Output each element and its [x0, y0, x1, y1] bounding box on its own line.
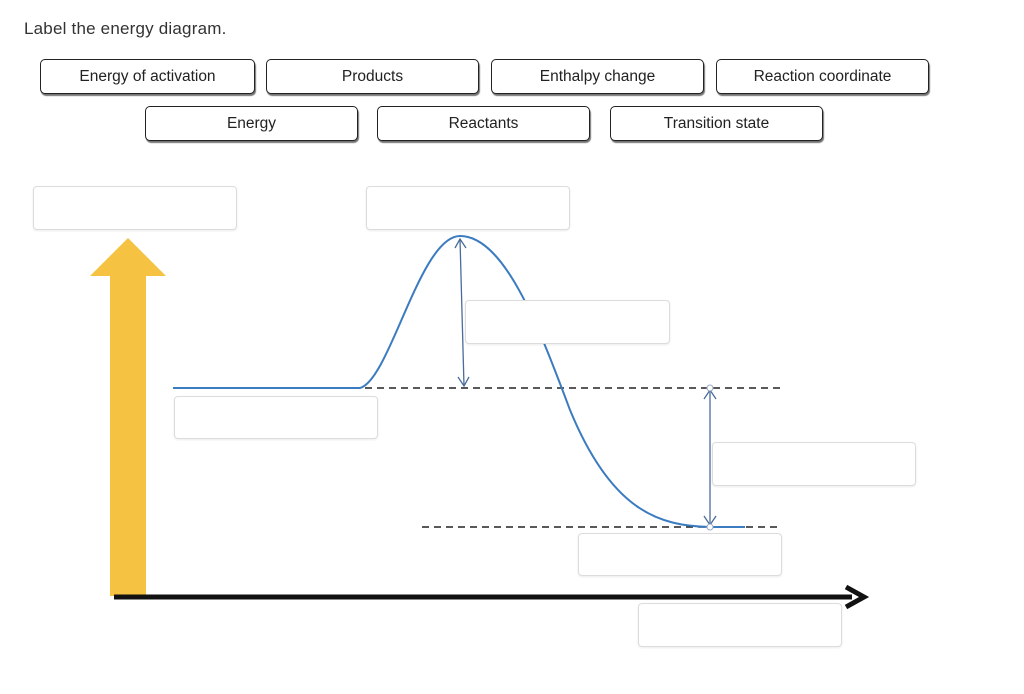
question-prompt: Label the energy diagram.: [24, 19, 227, 38]
label-chip-products[interactable]: Products: [266, 59, 479, 94]
label-chip-energy[interactable]: Energy: [145, 106, 358, 141]
drop-zone-reactants[interactable]: [174, 396, 378, 439]
label-chip-enthalpy-change[interactable]: Enthalpy change: [491, 59, 704, 94]
label-chip-reactants[interactable]: Reactants: [377, 106, 590, 141]
label-chip-energy-of-activation[interactable]: Energy of activation: [40, 59, 255, 94]
enthalpy-arrow-endpoint-top: [707, 385, 713, 391]
label-chip-transition-state[interactable]: Transition state: [610, 106, 823, 141]
drop-zone-enthalpy-change[interactable]: [712, 442, 916, 486]
energy-axis-arrow: [90, 238, 166, 596]
drop-zone-activation-energy[interactable]: [465, 300, 670, 344]
activation-energy-arrow: [460, 239, 464, 386]
drop-zone-reaction-coordinate[interactable]: [638, 603, 842, 647]
drop-zone-transition-state[interactable]: [366, 186, 570, 230]
drop-zone-energy-axis[interactable]: [33, 186, 237, 230]
label-chip-reaction-coordinate[interactable]: Reaction coordinate: [716, 59, 929, 94]
drop-zone-products[interactable]: [578, 533, 782, 576]
enthalpy-arrow-endpoint-bottom: [707, 524, 713, 530]
reaction-energy-curve: [173, 236, 745, 527]
